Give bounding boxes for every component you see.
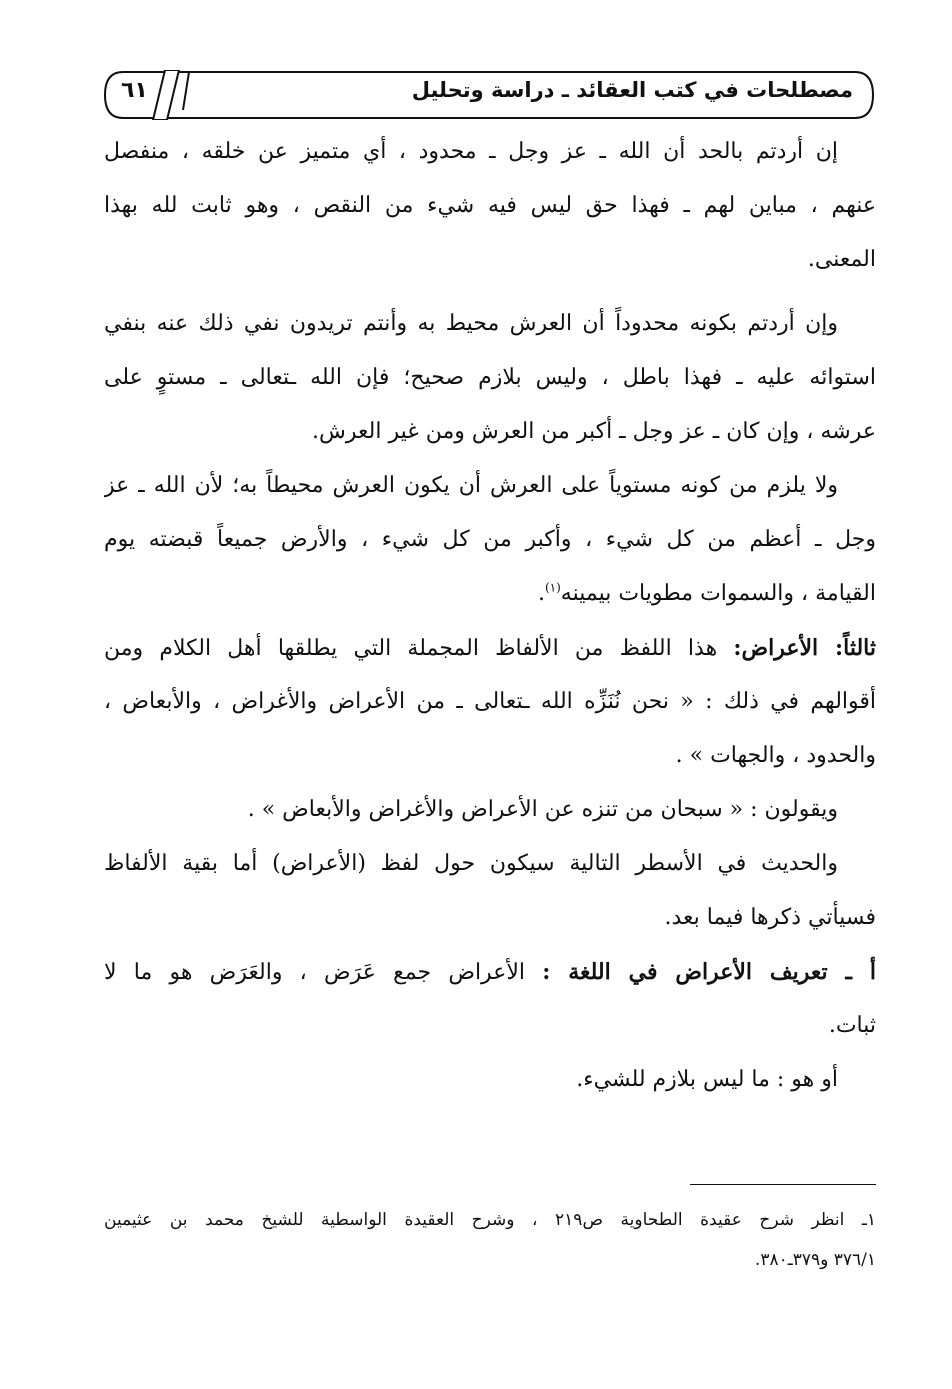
text-line: ولا يلزم من كونه مستوياً على العرش أن يكون العرش محيطاً به؛ لأن الله ـ عز (104, 473, 838, 498)
text-line: والحديث في الأسطر التالية سيكون حول لفظ (الأعراض) أما بقية الألفاظ (104, 851, 838, 876)
text-line: وجل ـ أعظم من كل شيء ، وأكبر من كل شيء ، والأرض جميعاً قبضته يوم (104, 527, 876, 552)
text-line: استوائه عليه ـ فهذا باطل ، وليس بلازم صحيح؛ فإن الله ـتعالى ـ مستوٍ على (104, 365, 876, 390)
text-segment: هذا اللفظ من الألفاظ المجملة التي يطلقها أهل الكلام ومن (104, 636, 734, 661)
text-line: عرشه ، وإن كان ـ عز وجل ـ أكبر من العرش ومن غير العرش. (312, 419, 876, 444)
period: . (537, 581, 545, 606)
footnote-line: ١ـ انظر شرح عقيدة الطحاوية ص٢١٩ ، وشرح العقيدة الواسطية للشيخ محمد بن عثيمين (104, 1210, 876, 1230)
text-line: أقوالهم في ذلك : « نحن نُنَزِّه الله ـتعالى ـ من الأعراض والأغراض ، والأبعاض ، (104, 689, 876, 714)
text-line: ويقولون : « سبحان من تنزه عن الأعراض والأغراض والأبعاض » . (247, 797, 838, 822)
text-line: والحدود ، والجهات » . (675, 743, 876, 768)
subsection-heading: أ ـ تعريف الأعراض في اللغة : (542, 959, 876, 985)
page-number: ٦١ (121, 78, 148, 103)
text-line: فسيأتي ذكرها فيما بعد. (664, 905, 876, 930)
text-line: ثبات. (828, 1013, 876, 1038)
running-header (103, 70, 875, 120)
text-segment: القيامة ، والسموات مطويات بيمينه (560, 581, 876, 606)
footnotes (104, 1200, 876, 1280)
text-line (104, 567, 876, 621)
section-heading: ثالثاً: الأعراض: (733, 635, 876, 661)
text-line (104, 621, 876, 675)
footnote-separator (690, 1184, 876, 1185)
footnote-line: ٣٧٦/١ و٣٧٩ـ٣٨٠. (754, 1250, 876, 1270)
text-line: عنهم ، مباين لهم ـ فهذا حق ليس فيه شيء من النقص ، وهو ثابت لله بهذا (104, 193, 876, 218)
text-line (104, 945, 876, 999)
text-line: المعنى. (807, 247, 876, 272)
main-text (104, 125, 876, 1107)
text-line: أو هو : ما ليس بلازم للشيء. (576, 1067, 838, 1092)
text-line: وإن أردتم بكونه محدوداً أن العرش محيط به وأنتم تريدون نفي ذلك عنه بنفي (104, 311, 838, 336)
footnote-reference: (١) (544, 580, 561, 595)
header-title: مصطلحات في كتب العقائد ـ دراسة وتحليل (411, 78, 853, 102)
text-line: إن أردتم بالحد أن الله ـ عز وجل ـ محدود ، أي متميز عن خلقه ، منفصل (104, 139, 838, 164)
text-segment: الأعراض جمع عَرَض ، والعَرَض هو ما لا (104, 960, 543, 985)
